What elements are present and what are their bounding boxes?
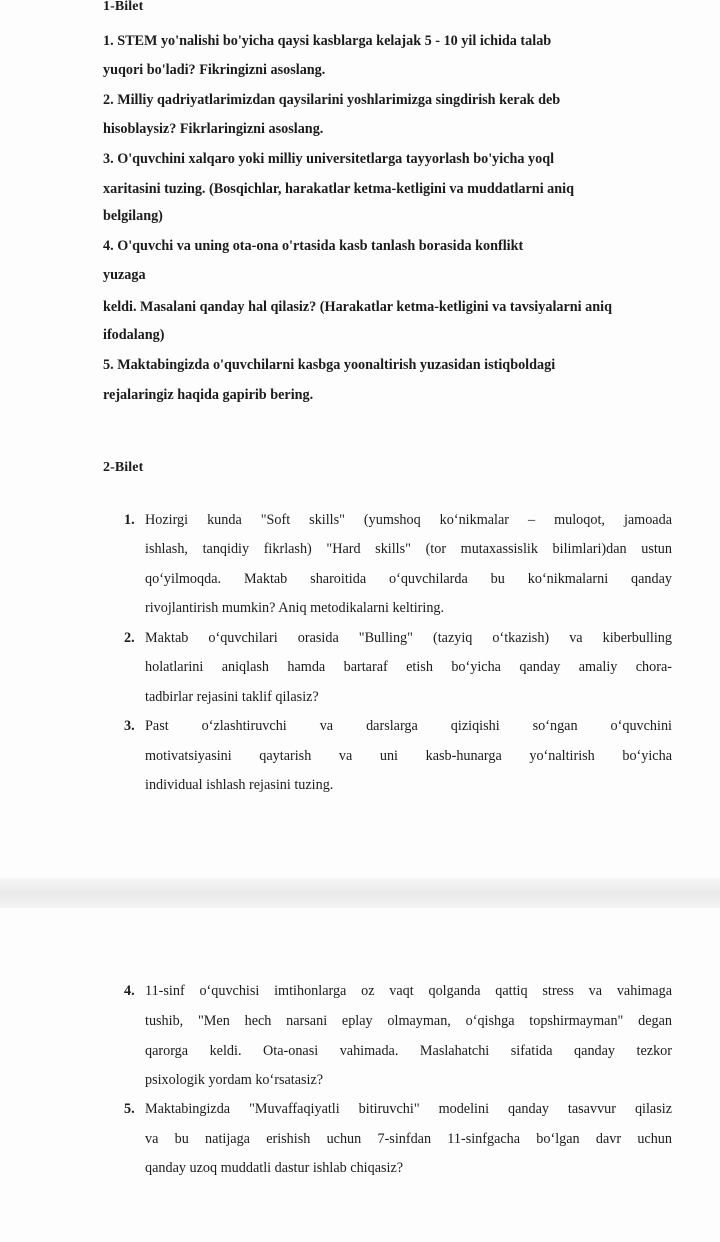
bilet-1-line: hisoblaysiz? Fikrlaringizni asoslang.	[103, 121, 324, 137]
item-number: 3.	[124, 718, 135, 734]
document-page-bottom	[0, 908, 720, 1242]
bilet-1-line: 3. O'quvchini xalqaro yoki milliy universitetlarga tayyorlash bo'yicha yoql	[103, 151, 555, 167]
item-line: holatlarini aniqlash hamda bartaraf etish bo‘yicha qanday amaliy chora-	[145, 659, 672, 675]
item-line: Maktabingizda "Muvaffaqiyatli bitiruvchi" modelini qanday tasavvur qilasiz	[145, 1101, 672, 1117]
bilet-2-heading: 2-Bilet	[103, 460, 144, 475]
item-line: rivojlantirish mumkin? Aniq metodikalarni keltiring.	[145, 600, 445, 616]
bilet-1-line: 5. Maktabingizda o'quvchilarni kasbga yoonaltirish yuzasidan istiqboldagi	[103, 357, 556, 373]
item-line: qo‘yilmoqda. Maktab sharoitida o‘quvchilarda bu ko‘nikmalarni qanday	[145, 571, 672, 587]
item-line: Hozirgi kunda "Soft skills" (yumshoq ko‘nikmalar – muloqot, jamoada	[145, 512, 672, 528]
item-line: tushib, "Men hech narsani eplay olmayman, o‘qishga topshirmayman" degan	[145, 1013, 672, 1029]
bilet-1-line: yuzaga	[103, 267, 146, 283]
item-number: 4.	[124, 983, 135, 999]
item-number: 1.	[124, 512, 135, 528]
bilet-1-line: keldi. Masalani qanday hal qilasiz? (Harakatlar ketma-ketligini va tavsiyalarni aniq	[103, 299, 612, 315]
item-line: qarorga keldi. Ota-onasi vahimada. Maslahatchi sifatida qanday tezkor	[145, 1043, 672, 1059]
item-line: psixologik yordam ko‘rsatasiz?	[145, 1072, 324, 1088]
item-line: Maktab o‘quvchilari orasida "Bulling" (tazyiq o‘tkazish) va kiberbulling	[145, 630, 672, 646]
bilet-1-line: rejalaringiz haqida gapirib bering.	[103, 387, 314, 403]
item-line: qanday uzoq muddatli dastur ishlab chiqasiz?	[145, 1160, 404, 1176]
bilet-1-line: ifodalang)	[103, 327, 165, 343]
item-line: ishlash, tanqidiy fikrlash) "Hard skills" (tor mutaxassislik bilimlari)dan ustun	[145, 541, 672, 557]
bilet-1-line: 1. STEM yo'nalishi bo'yicha qaysi kasblarga kelajak 5 - 10 yil ichida talab	[103, 33, 552, 49]
item-line: va bu natijaga erishish uchun 7-sinfdan 11-sinfgacha bo‘lgan davr uchun	[145, 1131, 672, 1147]
bilet-1-line: yuqori bo'ladi? Fikringizni asoslang.	[103, 62, 326, 78]
page-separator	[0, 878, 720, 908]
bilet-1-line: 2. Milliy qadriyatlarimizdan qaysilarini yoshlarimizga singdirish kerak deb	[103, 92, 561, 108]
item-line: motivatsiyasini qaytarish va uni kasb-hunarga yo‘naltirish bo‘yicha	[145, 748, 672, 764]
item-line: Past o‘zlashtiruvchi va darslarga qiziqishi so‘ngan o‘quvchini	[145, 718, 672, 734]
bilet-1-heading: 1-Bilet	[103, 0, 144, 14]
item-line: individual ishlash rejasini tuzing.	[145, 777, 334, 793]
bilet-1-line: belgilang)	[103, 208, 163, 224]
bilet-1-line: xaritasini tuzing. (Bosqichlar, harakatlar ketma-ketligini va muddatlarni aniq	[103, 181, 574, 197]
item-line: tadbirlar rejasini taklif qilasiz?	[145, 689, 319, 705]
bilet-1-line: 4. O'quvchi va uning ota-ona o'rtasida kasb tanlash borasida konflikt	[103, 238, 524, 254]
item-number: 2.	[124, 630, 135, 646]
item-number: 5.	[124, 1101, 135, 1117]
item-line: 11-sinf o‘quvchisi imtihonlarga oz vaqt qolganda qattiq stress va vahimaga	[145, 983, 672, 999]
